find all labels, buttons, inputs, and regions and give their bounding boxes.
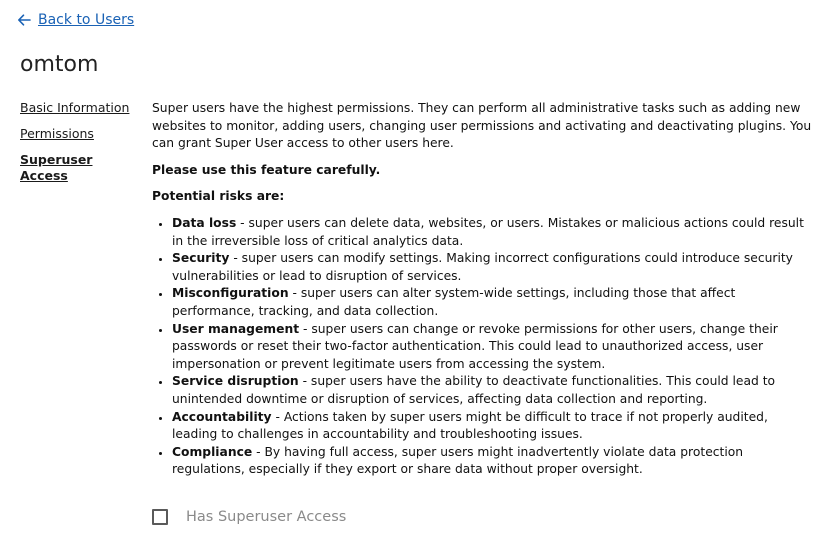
risk-text: - super users can alter system-wide settings, including those that affect performance, tracking, and data collection. xyxy=(172,286,736,318)
superuser-checkbox-row[interactable] xyxy=(152,509,346,525)
page-title: omtom xyxy=(20,52,99,77)
risk-text: - super users can modify settings. Making incorrect configurations could introduce security vulnerabilities or lead to disruption of services. xyxy=(172,251,793,283)
list-item xyxy=(172,215,812,250)
risk-text: - Actions taken by super users might be difficult to trace if not properly audited, leading to challenges in accountability and troubleshooting issues. xyxy=(172,409,768,442)
risk-title: Data loss xyxy=(172,215,237,230)
back-to-users-label: Back to Users xyxy=(38,12,135,28)
superuser-checkbox[interactable] xyxy=(152,509,168,525)
risk-title: Compliance xyxy=(172,444,253,459)
risk-text: - super users can delete data, websites, or users. Mistakes or malicious actions could result in the irreversible loss of critical analytics data. xyxy=(172,215,804,248)
risk-title: User management xyxy=(172,321,300,336)
risk-text: - By having full access, super users might inadvertently violate data protection regulations, especially if they export or share data without proper oversight. xyxy=(172,444,744,477)
risk-title: Service disruption xyxy=(172,374,299,389)
nav-item-superuser-access[interactable]: Superuser Access xyxy=(20,152,93,183)
back-to-users-link[interactable] xyxy=(16,12,134,28)
risk-title: Security xyxy=(172,251,230,266)
risk-text: - super users have the ability to deactivate functionalities. This could lead to unintended downtime or disruption of services, affecting data collection and reporting. xyxy=(172,374,776,406)
list-item xyxy=(172,285,812,320)
risk-title: Misconfiguration xyxy=(172,286,289,301)
risk-title: Accountability xyxy=(172,409,272,424)
superuser-checkbox-label: Has Superuser Access xyxy=(186,509,347,525)
list-item xyxy=(172,373,812,408)
intro-text: Super users have the highest permissions. They can perform all administrative tasks such as adding new websites to monitor, adding users, changing user permissions and activating and deactivating plugins. You can grant Super User access to other users here. xyxy=(152,101,812,151)
section-nav xyxy=(20,100,135,194)
list-item xyxy=(172,444,812,479)
risk-text: - super users can change or revoke permissions for other users, change their passwords or reset their two-factor authentication. This could lead to unauthorized access, user impersonation or prevent legitimate users from accessing the system. xyxy=(172,321,778,371)
list-item xyxy=(172,250,812,285)
nav-item-permissions[interactable]: Permissions xyxy=(20,126,94,141)
risks-heading: Potential risks are: xyxy=(152,189,285,204)
list-item xyxy=(172,409,812,444)
warning-text: Please use this feature carefully. xyxy=(152,162,381,177)
superuser-description xyxy=(152,100,812,479)
nav-item-basic-information[interactable]: Basic Information xyxy=(20,100,130,115)
risks-list xyxy=(152,215,812,479)
list-item xyxy=(172,321,812,374)
arrow-left-icon xyxy=(16,12,32,28)
